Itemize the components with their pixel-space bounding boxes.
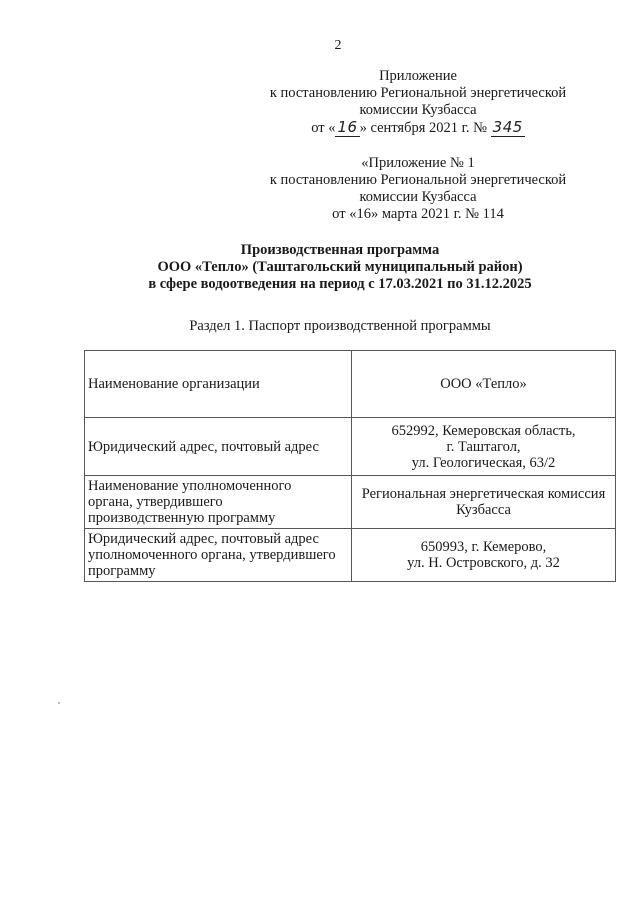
- value-line: Региональная энергетическая комиссия: [361, 486, 606, 502]
- row-label: [85, 476, 352, 529]
- row-value: [352, 529, 616, 582]
- label-line: производственную программу: [88, 510, 276, 526]
- row-value: [352, 351, 616, 418]
- row-label: [85, 351, 352, 418]
- scan-speck: [58, 702, 60, 704]
- table-row: [85, 476, 616, 529]
- label-line: органа, утвердившего: [88, 494, 223, 510]
- original-commission-line: комиссии Кузбасса: [359, 189, 477, 205]
- row-label: [85, 529, 352, 582]
- title-line-1: Производственная программа: [240, 242, 440, 258]
- value-line: ООО «Тепло»: [440, 376, 527, 392]
- value-line: 652992, Кемеровская область,: [391, 422, 576, 439]
- value-line: ул. Н. Островского, д. 32: [407, 555, 560, 571]
- row-label: [85, 418, 352, 476]
- appendix-commission-line: комиссии Кузбасса: [359, 102, 477, 118]
- table-row: [85, 351, 616, 418]
- date-middle: » сентября 2021 г. №: [359, 120, 488, 136]
- value-line: 650993, г. Кемерово,: [420, 539, 547, 555]
- appendix-title: Приложение: [379, 68, 457, 84]
- handwritten-day: 16: [337, 118, 358, 136]
- value-line: Кузбасса: [456, 502, 511, 518]
- passport-table: [84, 350, 616, 582]
- label-line: уполномоченного органа, утвердившего: [88, 547, 336, 563]
- title-line-3: в сфере водоотведения на период с 17.03.2021 по 31.12.2025: [148, 276, 532, 292]
- row-value: [352, 418, 616, 476]
- date-prefix: от «: [311, 120, 336, 136]
- value-line: ул. Геологическая, 63/2: [411, 454, 556, 471]
- label-line: Наименование организации: [88, 376, 260, 392]
- section-title: Раздел 1. Паспорт производственной программы: [189, 318, 491, 334]
- table-row: [85, 529, 616, 582]
- original-appendix-block: [240, 155, 596, 223]
- value-line: г. Таштагол,: [446, 438, 521, 455]
- original-date-line: от «16» марта 2021 г. № 114: [332, 206, 504, 222]
- table-row: [85, 418, 616, 476]
- row-value: [352, 476, 616, 529]
- title-line-2: ООО «Тепло» (Таштагольский муниципальный район): [157, 259, 523, 275]
- document-title: [80, 242, 600, 293]
- appendix-date-line: [240, 119, 596, 137]
- page-number: 2: [334, 38, 342, 53]
- appendix-resolution-line: к постановлению Региональной энергетической: [269, 85, 567, 101]
- label-line: Юридический адрес, почтовый адрес: [88, 438, 319, 455]
- original-appendix-title: «Приложение № 1: [361, 155, 475, 171]
- original-resolution-line: к постановлению Региональной энергетической: [269, 172, 567, 188]
- handwritten-number: 345: [492, 118, 523, 136]
- label-line: Наименование уполномоченного: [88, 478, 292, 494]
- appendix-block: [240, 68, 596, 137]
- label-line: Юридический адрес, почтовый адрес: [88, 531, 319, 547]
- label-line: программу: [88, 563, 156, 579]
